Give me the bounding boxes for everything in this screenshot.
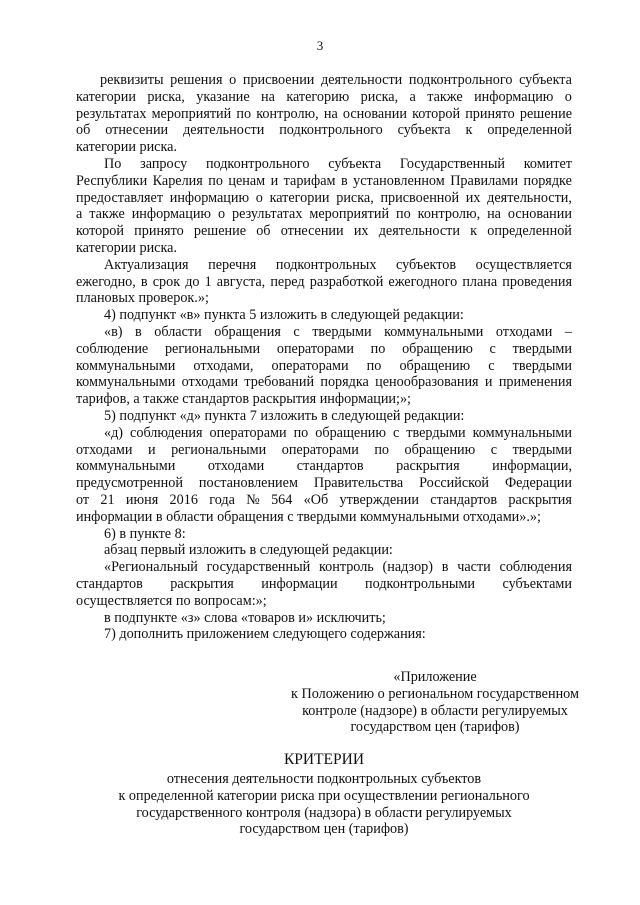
- body-line: Республики Карелия по ценам и тарифам в установленном Правилами порядке: [76, 172, 572, 189]
- criteria-subtitle-line: государством цен (тарифов): [239, 821, 409, 838]
- body-line: «д) соблюдения операторами по обращению с твердыми коммунальными: [104, 424, 572, 441]
- body-line: об отнесении деятельности подконтрольного субъекта к определенной: [76, 122, 572, 139]
- body-line: отходами и региональными операторами по обращению с твердыми: [76, 441, 572, 458]
- body-line: реквизиты решения о присвоении деятельности подконтрольного субъекта: [100, 72, 572, 88]
- body-line: категории риска.: [76, 139, 177, 156]
- body-line: предусмотренной постановлением Правительства Российской Федерации: [76, 475, 572, 492]
- appendix-header-line: контроле (надзоре) в области регулируемых: [302, 702, 568, 719]
- criteria-title: КРИТЕРИИ: [283, 751, 365, 768]
- criteria-subtitle-line: государственного контроля (надзора) в области регулируемых: [136, 804, 512, 821]
- body-line: ежегодно, в срок до 1 августа, перед разработкой ежегодного плана проведения: [76, 273, 572, 290]
- body-line: коммунальными отходами, операторами по обращению с твердыми: [76, 357, 572, 374]
- body-line: осуществляется по вопросам:»;: [76, 592, 267, 609]
- body-line: По запросу подконтрольного субъекта Государственный комитет: [104, 156, 572, 172]
- body-line: информации в области обращения с твердыми коммунальными отходами».»;: [76, 508, 541, 525]
- body-line: коммунальными отходами требований порядка ценообразования и применения: [76, 374, 572, 391]
- body-line: предоставляет информацию о категории риска, присвоенной их деятельности,: [76, 189, 572, 206]
- body-line: плановых проверок.»;: [76, 290, 209, 307]
- body-line: Актуализация перечня подконтрольных субъектов осуществляется: [104, 256, 572, 273]
- appendix-header-line: к Положению о региональном государственном: [291, 685, 579, 702]
- body-line: 7) дополнить приложением следующего содержания:: [104, 626, 426, 643]
- body-line: соблюдение региональными операторами по обращению с твердыми: [76, 340, 572, 357]
- criteria-subtitle-line: отнесения деятельности подконтрольных субъектов: [166, 771, 482, 787]
- body-line: результатах мероприятий по контролю, на основании которой принято решение: [76, 105, 572, 122]
- body-line: абзац первый изложить в следующей редакции:: [104, 542, 393, 559]
- body-line: категории риска, указание на категорию риска, а также информацию о: [76, 88, 572, 105]
- criteria-subtitle-line: к определенной категории риска при осуществлении регионального: [118, 787, 530, 804]
- body-line: «Региональный государственный контроль (надзор) в части соблюдения: [104, 559, 572, 576]
- body-line: в подпункте «з» слова «товаров и» исключить;: [104, 609, 386, 626]
- body-line: «в) в области обращения с твердыми коммунальными отходами –: [104, 324, 572, 340]
- body-line: категории риска.: [76, 240, 177, 256]
- appendix-header-line: государством цен (тарифов): [350, 719, 520, 736]
- body-line: а также информацию о результатах мероприятий по контролю, на основании: [76, 206, 572, 223]
- body-line: 6) в пункте 8:: [104, 525, 186, 542]
- body-line: которой принято решение об отнесении их деятельности к определенной: [76, 223, 572, 240]
- body-line: от 21 июня 2016 года № 564 «Об утверждении стандартов раскрытия: [76, 492, 572, 508]
- body-line: тарифов, а также стандартов раскрытия информации;»;: [76, 391, 411, 408]
- appendix-header-line: «Приложение: [393, 669, 477, 685]
- page-number: 3: [316, 38, 324, 53]
- body-line: стандартов раскрытия информации подконтрольными субъектами: [76, 576, 572, 592]
- body-line: коммунальными отходами стандартов раскрытия информации,: [76, 458, 572, 475]
- body-line: 4) подпункт «в» пункта 5 изложить в следующей редакции:: [104, 307, 464, 324]
- body-line: 5) подпункт «д» пункта 7 изложить в следующей редакции:: [104, 408, 465, 424]
